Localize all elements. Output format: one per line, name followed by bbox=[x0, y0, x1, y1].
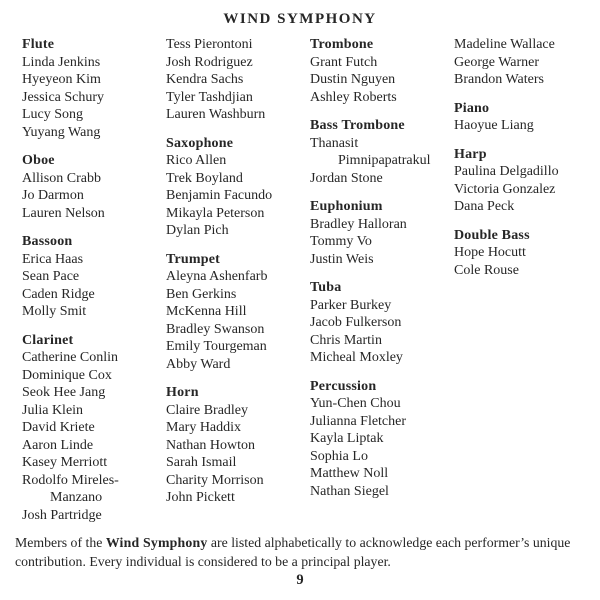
member-name-line: Hyeyeon Kim bbox=[22, 72, 101, 87]
member-name-line: Brandon Waters bbox=[454, 72, 544, 87]
member-name-line: Jacob Fulkerson bbox=[310, 315, 402, 330]
member-name bbox=[166, 71, 310, 89]
column-1 bbox=[22, 36, 166, 535]
footer-text-bold: Wind Symphony bbox=[105, 535, 208, 550]
member-name-line: Erica Haas bbox=[22, 251, 84, 267]
member-name bbox=[310, 413, 454, 431]
member-name-line: Jordan Stone bbox=[310, 170, 383, 186]
section-harp bbox=[454, 146, 598, 216]
member-name bbox=[22, 472, 166, 507]
section-double-bass bbox=[454, 227, 598, 280]
member-name bbox=[22, 268, 166, 286]
member-name-line: Sean Pace bbox=[22, 269, 80, 284]
member-name bbox=[310, 216, 454, 234]
member-name bbox=[22, 54, 166, 72]
member-name-line: Hope Hocutt bbox=[454, 245, 526, 260]
member-name-line: Grant Futch bbox=[310, 54, 378, 70]
member-name bbox=[166, 454, 310, 472]
member-name bbox=[22, 205, 166, 223]
member-name bbox=[454, 244, 598, 262]
member-name-line: Sophia Lo bbox=[310, 448, 368, 464]
member-name bbox=[310, 349, 454, 367]
member-name bbox=[454, 163, 598, 181]
member-name bbox=[22, 170, 166, 188]
member-name bbox=[454, 117, 598, 135]
member-name-line: Justin Weis bbox=[310, 251, 374, 267]
member-name-line: Caden Ridge bbox=[22, 286, 95, 302]
member-name bbox=[22, 454, 166, 472]
member-name-line: Linda Jenkins bbox=[22, 54, 101, 70]
member-name-line: Lauren Nelson bbox=[22, 205, 105, 221]
member-name bbox=[310, 233, 454, 251]
member-name-line: Mary Haddix bbox=[166, 420, 242, 435]
page-title: WIND SYMPHONY bbox=[223, 11, 377, 27]
section-header: Piano bbox=[454, 100, 490, 116]
member-name-line: Lucy Song bbox=[22, 107, 84, 122]
member-name bbox=[22, 384, 166, 402]
section-trumpet bbox=[166, 251, 310, 374]
member-name-line: Rico Allen bbox=[166, 153, 227, 168]
member-name-line: Ashley Roberts bbox=[310, 89, 397, 105]
member-name-line: Victoria Gonzalez bbox=[454, 181, 556, 197]
member-name-wrap-line: Pimnipapatrakul bbox=[338, 153, 431, 168]
member-name bbox=[310, 54, 454, 72]
member-name bbox=[310, 465, 454, 483]
member-name bbox=[22, 124, 166, 142]
member-name bbox=[310, 314, 454, 332]
member-name-line: Dylan Pich bbox=[166, 223, 229, 238]
member-name bbox=[22, 507, 166, 525]
member-name-line: Allison Crabb bbox=[22, 170, 101, 186]
section-header: Percussion bbox=[310, 378, 377, 394]
page-number: 9 bbox=[296, 572, 304, 588]
section-header: Saxophone bbox=[166, 135, 234, 151]
member-name-line: Bradley Halloran bbox=[310, 216, 407, 232]
member-name-line: Emily Tourgeman bbox=[166, 339, 267, 354]
member-name bbox=[166, 268, 310, 286]
member-name bbox=[22, 402, 166, 420]
section-piano bbox=[454, 100, 598, 135]
member-name-line: Claire Bradley bbox=[166, 402, 249, 418]
member-name-line: Rodolfo Mireles- bbox=[22, 472, 119, 488]
member-name-line: Abby Ward bbox=[166, 356, 231, 372]
member-name bbox=[166, 54, 310, 72]
member-name bbox=[22, 106, 166, 124]
member-name bbox=[166, 36, 310, 54]
column-4 bbox=[454, 36, 598, 535]
member-name bbox=[310, 170, 454, 188]
member-name bbox=[166, 222, 310, 240]
member-name-line: Yuyang Wang bbox=[22, 124, 101, 140]
member-name-line: McKenna Hill bbox=[166, 304, 247, 319]
member-name bbox=[166, 152, 310, 170]
member-name-line: Tess Pierontoni bbox=[166, 37, 253, 52]
section-bassoon bbox=[22, 233, 166, 321]
member-name-line: Cole Rouse bbox=[454, 262, 519, 278]
section-saxophone bbox=[166, 135, 310, 240]
member-name-line: Dominique Cox bbox=[22, 367, 112, 383]
section-header: Bass Trombone bbox=[310, 118, 405, 133]
member-name bbox=[22, 89, 166, 107]
member-name bbox=[22, 251, 166, 269]
member-name-line: Madeline Wallace bbox=[454, 37, 555, 52]
member-name bbox=[166, 106, 310, 124]
section-euphonium bbox=[310, 198, 454, 268]
member-name-line: Kendra Sachs bbox=[166, 72, 244, 87]
member-name bbox=[166, 489, 310, 507]
member-name-line: Paulina Delgadillo bbox=[454, 164, 559, 179]
member-name-line: Charity Morrison bbox=[166, 472, 264, 488]
column-3 bbox=[310, 36, 454, 535]
member-name bbox=[310, 332, 454, 350]
member-name-line: Kayla Liptak bbox=[310, 431, 384, 446]
member-name bbox=[22, 437, 166, 455]
member-name-line: Jessica Schury bbox=[22, 89, 105, 105]
section-header: Double Bass bbox=[454, 227, 530, 243]
section-header: Flute bbox=[22, 37, 55, 52]
member-name-line: Benjamin Facundo bbox=[166, 188, 273, 203]
member-name bbox=[310, 135, 454, 170]
member-name bbox=[310, 297, 454, 315]
member-name bbox=[22, 187, 166, 205]
member-name bbox=[166, 170, 310, 188]
member-name bbox=[310, 71, 454, 89]
member-name bbox=[310, 430, 454, 448]
member-name-line: Catherine Conlin bbox=[22, 350, 119, 365]
member-name-line: Aleyna Ashenfarb bbox=[166, 269, 268, 284]
section-bass-trombone bbox=[310, 117, 454, 187]
member-name bbox=[166, 338, 310, 356]
member-name-line: Haoyue Liang bbox=[454, 118, 534, 133]
member-name bbox=[166, 356, 310, 374]
member-name bbox=[22, 71, 166, 89]
member-name bbox=[22, 367, 166, 385]
member-name bbox=[166, 402, 310, 420]
section-header: Tuba bbox=[310, 280, 342, 295]
section-trombone bbox=[310, 36, 454, 106]
section-header: Trombone bbox=[310, 37, 374, 52]
member-name bbox=[22, 349, 166, 367]
member-name-line: Aaron Linde bbox=[22, 437, 94, 453]
member-name-line: Julia Klein bbox=[22, 402, 84, 418]
member-name-line: Mikayla Peterson bbox=[166, 205, 265, 221]
section-tuba bbox=[310, 279, 454, 367]
section-continued bbox=[454, 36, 598, 89]
member-name-line: Nathan Siegel bbox=[310, 483, 389, 499]
member-name bbox=[166, 303, 310, 321]
member-name-line: Tyler Tashdjian bbox=[166, 89, 253, 105]
member-name-line: Molly Smit bbox=[22, 304, 87, 319]
member-name bbox=[166, 321, 310, 339]
section-header: Bassoon bbox=[22, 234, 73, 249]
member-name-line: Ben Gerkins bbox=[166, 286, 237, 302]
member-name-line: Tommy Vo bbox=[310, 234, 372, 249]
member-name-line: David Kriete bbox=[22, 420, 95, 435]
member-name-line: Lauren Washburn bbox=[166, 107, 266, 122]
section-header: Trumpet bbox=[166, 251, 221, 267]
member-name bbox=[310, 483, 454, 501]
member-name-line: Dustin Nguyen bbox=[310, 72, 396, 87]
member-name bbox=[310, 395, 454, 413]
member-name bbox=[166, 205, 310, 223]
member-name bbox=[454, 36, 598, 54]
member-name-line: Kasey Merriott bbox=[22, 455, 108, 470]
section-header: Oboe bbox=[22, 153, 55, 168]
member-name bbox=[22, 303, 166, 321]
member-name-line: Dana Peck bbox=[454, 199, 515, 214]
member-name bbox=[166, 437, 310, 455]
member-name bbox=[454, 198, 598, 216]
member-name-line: Parker Burkey bbox=[310, 297, 392, 313]
member-name bbox=[310, 89, 454, 107]
member-name-line: Trek Boyland bbox=[166, 170, 243, 186]
member-name bbox=[454, 54, 598, 72]
footer-text-suffix: are listed alphabetically to acknowledge each performer’s unique contribution. Every individual is considered to be a principal player. bbox=[15, 535, 571, 569]
section-header: Clarinet bbox=[22, 332, 74, 348]
member-name bbox=[454, 262, 598, 280]
member-name-line: Matthew Noll bbox=[310, 466, 389, 481]
member-name bbox=[166, 472, 310, 490]
member-name bbox=[310, 448, 454, 466]
member-name bbox=[166, 286, 310, 304]
member-name bbox=[166, 89, 310, 107]
member-name-line: Chris Martin bbox=[310, 332, 382, 348]
column-2 bbox=[166, 36, 310, 535]
member-name-line: Yun-Chen Chou bbox=[310, 396, 401, 411]
member-name-line: John Pickett bbox=[166, 490, 235, 505]
section-flute bbox=[22, 36, 166, 141]
footer-text-prefix: Members of the bbox=[15, 535, 106, 550]
member-name-line: Jo Darmon bbox=[22, 188, 84, 203]
member-name-line: Bradley Swanson bbox=[166, 321, 265, 337]
section-percussion bbox=[310, 378, 454, 501]
section-oboe bbox=[22, 152, 166, 222]
member-name-line: Micheal Moxley bbox=[310, 350, 403, 365]
member-name-line: George Warner bbox=[454, 54, 540, 70]
section-horn bbox=[166, 384, 310, 507]
section-header: Harp bbox=[454, 146, 487, 162]
member-name bbox=[22, 419, 166, 437]
member-name-line: Josh Rodriguez bbox=[166, 54, 253, 70]
member-name bbox=[166, 419, 310, 437]
member-name-line: Sarah Ismail bbox=[166, 455, 237, 470]
member-name bbox=[310, 251, 454, 269]
section-header: Horn bbox=[166, 385, 199, 400]
member-name bbox=[454, 71, 598, 89]
section-continued bbox=[166, 36, 310, 124]
member-name-line: Seok Hee Jang bbox=[22, 385, 106, 400]
member-name-line: Nathan Howton bbox=[166, 437, 256, 453]
member-name-wrap-line: Manzano bbox=[50, 490, 103, 505]
footer-note bbox=[15, 534, 587, 571]
member-name bbox=[22, 286, 166, 304]
section-header: Euphonium bbox=[310, 199, 383, 214]
member-name-line: Thanasit bbox=[310, 135, 359, 151]
member-name bbox=[454, 181, 598, 199]
member-name-line: Julianna Fletcher bbox=[310, 413, 407, 429]
member-name-line: Josh Partridge bbox=[22, 507, 102, 523]
roster-columns bbox=[22, 36, 598, 535]
section-clarinet bbox=[22, 332, 166, 525]
member-name bbox=[166, 187, 310, 205]
